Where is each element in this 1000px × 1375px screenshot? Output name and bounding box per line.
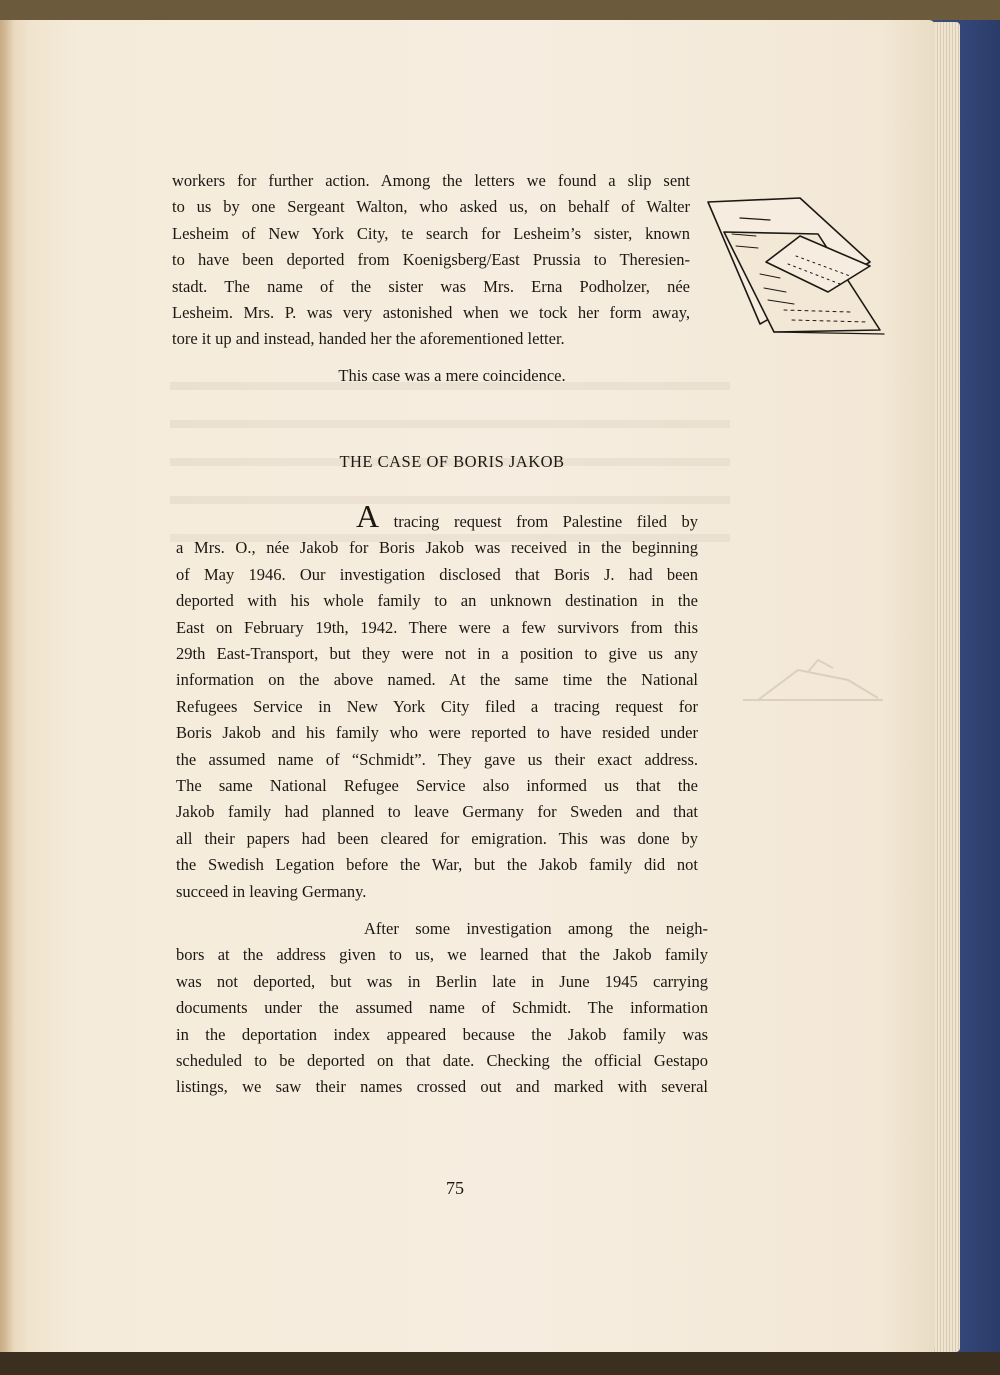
text-line: Lesheim. Mrs. P. was very astonished when we tock her form away, (172, 303, 690, 323)
text-line: information on the above named. At the same time the National (176, 670, 698, 690)
text-line: was not deported, but was in Berlin late in June 1945 carrying (176, 971, 708, 991)
text-line: Jakob family had planned to leave Germany for Sweden and that (176, 802, 698, 822)
paragraph-walton-letter (172, 168, 690, 353)
bottom-shadow (0, 1352, 1000, 1375)
text-line: all their papers had been cleared for emigration. This was done by (176, 828, 698, 848)
page-number: 75 (446, 1178, 464, 1198)
page-gutter (0, 20, 14, 1352)
show-through-figure (738, 650, 888, 710)
drop-cap: A (356, 498, 380, 534)
text-line: Boris Jakob and his family who were reported to have resided under (176, 723, 698, 743)
text-line: to us by one Sergeant Walton, who asked us, on behalf of Walter (172, 197, 690, 217)
text-line: After some investigation among the neigh- (364, 919, 708, 938)
text-line: The same National Refugee Service also informed us that the (176, 776, 698, 796)
text-line: documents under the assumed name of Schmidt. The information (176, 998, 708, 1018)
paragraph-investigation (176, 916, 708, 1101)
text-line: deported with his whole family to an unknown destination in the (176, 591, 698, 611)
text-line: succeed in leaving Germany. (176, 881, 367, 901)
text-line: bors at the address given to us, we learned that the Jakob family (176, 945, 708, 965)
text-line: in the deportation index appeared because the Jakob family was (176, 1024, 708, 1044)
text-line: Lesheim of New York City, te search for Lesheim’s sister, known (172, 223, 690, 243)
text-line: the Swedish Legation before the War, but the Jakob family did not (176, 855, 698, 875)
text-line: tore it up and instead, handed her the aforementioned letter. (172, 329, 565, 349)
text-line: Refugees Service in New York City filed a tracing request for (176, 696, 698, 716)
text-line: East on February 19th, 1942. There were a few survivors from this (176, 617, 698, 637)
text-line: tracing request from Palestine filed by (393, 512, 699, 531)
paragraph-boris-jakob (176, 498, 699, 905)
text-line: to have been deported from Koenigsberg/East Prussia to Theresien- (172, 250, 690, 270)
text-line: a Mrs. O., née Jakob for Boris Jakob was received in the beginning (176, 538, 698, 558)
text-line: 29th East-Transport, but they were not in a position to give us any (176, 644, 698, 664)
text-line: of May 1946. Our investigation disclosed that Boris J. had been (176, 564, 698, 584)
text-line: scheduled to be deported on that date. Checking the official Gestapo (176, 1051, 708, 1071)
section-heading: THE CASE OF BORIS JAKOB (339, 452, 565, 471)
letters-illustration-icon (700, 192, 885, 342)
text-line: the assumed name of “Schmidt”. They gave us their exact address. (176, 749, 698, 769)
text-line: listings, we saw their names crossed out and marked with several (176, 1077, 708, 1097)
text-line: stadt. The name of the sister was Mrs. Erna Podholzer, née (172, 276, 690, 296)
text-line: workers for further action. Among the letters we found a slip sent (172, 171, 690, 190)
coincidence-line: This case was a mere coincidence. (338, 366, 566, 385)
